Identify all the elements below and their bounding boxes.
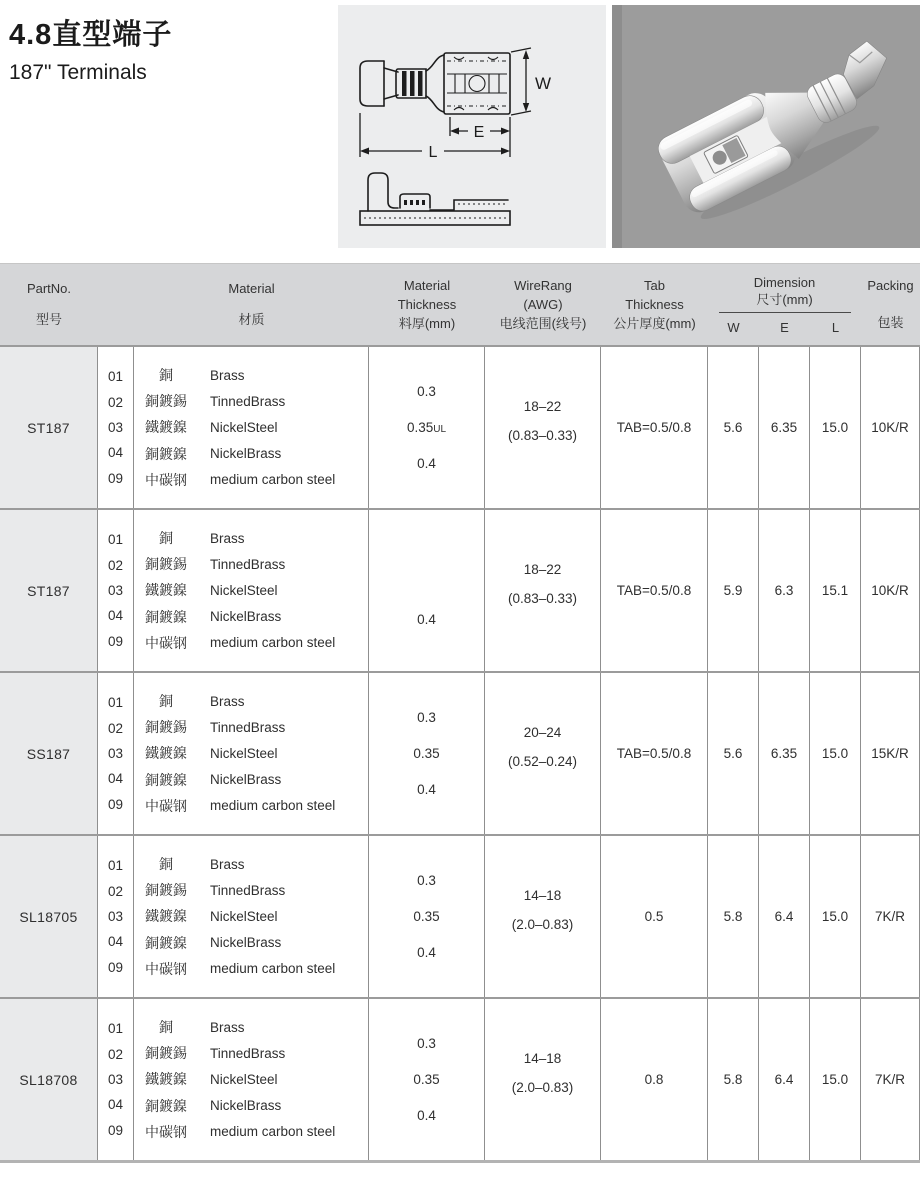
- material-name-en: medium carbon steel: [210, 798, 336, 814]
- title-block: [9, 12, 172, 85]
- material-name-cn: 鐵鍍鎳: [145, 908, 187, 925]
- dim-w-value: 5.8: [708, 999, 759, 1160]
- material-name-en: Brass: [210, 1019, 245, 1035]
- col-header-wire-l2: (AWG): [523, 297, 563, 312]
- thickness-number: 0.35: [413, 746, 440, 761]
- material-name-en: medium carbon steel: [210, 961, 336, 977]
- material-name-cn: 鐵鍍鎳: [145, 419, 187, 436]
- wire-range: [485, 510, 601, 671]
- terminal-photo-image: [612, 5, 920, 248]
- part-number: SL18708: [0, 999, 98, 1160]
- material-thickness: [369, 347, 485, 508]
- material-name-en: Brass: [210, 856, 245, 872]
- thickness-number: 0.3: [417, 384, 436, 399]
- material-line: [134, 880, 368, 900]
- col-header-partno: [0, 264, 98, 345]
- material-name-en: TinnedBrass: [210, 1045, 286, 1061]
- col-header-tab-l1: Tab: [644, 278, 665, 293]
- material-line: [134, 906, 368, 926]
- material-line: [134, 1017, 368, 1037]
- tab-thickness: TAB=0.5/0.8: [601, 347, 708, 508]
- material-name-en: medium carbon steel: [210, 1124, 336, 1140]
- col-header-packing-en: Packing: [867, 278, 914, 293]
- thickness-number: 0.35: [413, 909, 440, 924]
- material-name-cn: 鐵鍍鎳: [145, 1071, 187, 1088]
- material-code: 04: [107, 771, 124, 787]
- material-line: [134, 1096, 368, 1116]
- thickness-value: [417, 456, 436, 471]
- col-header-dim-l: L: [831, 320, 840, 335]
- dim-l-value: 15.0: [810, 673, 861, 834]
- part-number: SS187: [0, 673, 98, 834]
- thickness-number: 0.3: [417, 1036, 436, 1051]
- dim-w-value: 5.8: [708, 836, 759, 997]
- thickness-number: 0.4: [417, 1108, 436, 1123]
- material-name-cn: 銅鍍錫: [145, 556, 187, 573]
- material-line: [134, 1069, 368, 1089]
- packing-value: 7K/R: [861, 836, 920, 997]
- page-header: [0, 0, 920, 250]
- material-thickness: [369, 510, 485, 671]
- material-name-en: NickelBrass: [210, 609, 282, 625]
- col-header-wire-l3: 电线范围(线号): [499, 316, 587, 331]
- material-name-cn: 銅鍍錫: [145, 719, 187, 736]
- material-name-cn: 銅: [159, 693, 173, 710]
- product-photo: [612, 5, 920, 248]
- material-name-en: TinnedBrass: [210, 882, 286, 898]
- material-line: [134, 554, 368, 574]
- table-row: [0, 345, 920, 508]
- thickness-value: [417, 1108, 436, 1123]
- material-name-cn: 銅鍍鎳: [145, 445, 187, 462]
- col-header-dim-l2: 尺寸(mm): [756, 292, 813, 307]
- material-name-en: Brass: [210, 530, 245, 546]
- wire-range-mm: (0.52–0.24): [507, 753, 578, 769]
- material-code: 02: [107, 720, 124, 736]
- material-name-cn: 中碳钢: [145, 1123, 187, 1140]
- col-header-dim-l1: Dimension: [753, 275, 816, 290]
- material-name-en: Brass: [210, 367, 245, 383]
- material-name-en: NickelBrass: [210, 772, 282, 788]
- tab-thickness: 0.5: [601, 836, 708, 997]
- material-name-cn: 銅鍍錫: [145, 393, 187, 410]
- material-name-en: TinnedBrass: [210, 556, 286, 572]
- wire-range-awg: 18–22: [523, 561, 562, 577]
- material-line: [134, 770, 368, 790]
- thickness-number: 0.35: [413, 1072, 440, 1087]
- material-line: [134, 417, 368, 437]
- col-header-partno-en: PartNo.: [26, 281, 72, 296]
- material-code: 02: [107, 557, 124, 573]
- material-name-en: NickelSteel: [210, 582, 278, 598]
- dim-w-value: 5.6: [708, 673, 759, 834]
- material-line: [134, 854, 368, 874]
- dim-w-value: 5.9: [708, 510, 759, 671]
- material-code: 09: [107, 959, 124, 975]
- part-number: ST187: [0, 510, 98, 671]
- table-row: [0, 997, 920, 1160]
- thickness-value: [417, 873, 436, 888]
- material-name-en: TinnedBrass: [210, 393, 286, 409]
- col-header-tab-l3: 公片厚度(mm): [613, 316, 696, 331]
- material-line: [134, 607, 368, 627]
- dim-label-l: L: [428, 144, 438, 161]
- thickness-value: [407, 420, 446, 435]
- wire-range-mm: (2.0–0.83): [511, 1079, 574, 1095]
- material-line: [134, 933, 368, 953]
- material-code: 01: [107, 369, 124, 385]
- material-name-en: medium carbon steel: [210, 472, 336, 488]
- dim-label-e: E: [473, 124, 485, 141]
- material-thickness: [369, 836, 485, 997]
- col-header-wire-l1: WireRang: [514, 278, 572, 293]
- material-name-cn: 銅鍍鎳: [145, 771, 187, 788]
- thickness-value: [417, 384, 436, 399]
- material-name-cn: 銅: [159, 530, 173, 547]
- part-number: ST187: [0, 347, 98, 508]
- wire-range-awg: 14–18: [523, 887, 562, 903]
- dim-l-value: 15.0: [810, 999, 861, 1160]
- packing-value: 10K/R: [861, 347, 920, 508]
- col-header-mthick-l3: 料厚(mm): [398, 316, 456, 331]
- material-name-cn: 鐵鍍鎳: [145, 745, 187, 762]
- material-list: [134, 510, 369, 671]
- material-line: [134, 470, 368, 490]
- material-list: [134, 673, 369, 834]
- dim-e-value: 6.3: [759, 510, 810, 671]
- col-header-dim-e: E: [780, 320, 789, 335]
- material-line: [134, 1043, 368, 1063]
- material-name-cn: 中碳钢: [145, 471, 187, 488]
- wire-range-awg: 18–22: [523, 398, 562, 414]
- material-code: 04: [107, 1097, 124, 1113]
- col-header-mthick-l2: Thickness: [397, 297, 457, 312]
- material-list: [134, 836, 369, 997]
- material-code-list: [98, 510, 134, 671]
- dim-e-value: 6.4: [759, 836, 810, 997]
- material-code: 09: [107, 796, 124, 812]
- material-code: 04: [107, 608, 124, 624]
- material-name-cn: 中碳钢: [145, 634, 187, 651]
- material-name-cn: 銅鍍錫: [145, 882, 187, 899]
- material-code-list: [98, 836, 134, 997]
- thickness-number: 0.35: [406, 420, 434, 435]
- dim-label-w: W: [535, 74, 552, 93]
- thickness-number: 0.4: [417, 782, 436, 797]
- col-header-packing-cn: 包装: [877, 315, 904, 330]
- thickness-suffix: UL: [433, 424, 447, 435]
- thickness-number: 0.3: [417, 873, 436, 888]
- col-header-material-en: Material: [228, 281, 275, 296]
- material-name-en: Brass: [210, 693, 245, 709]
- wire-range-awg: 14–18: [523, 1050, 562, 1066]
- col-header-dimension-sub: [708, 315, 861, 341]
- tab-thickness: TAB=0.5/0.8: [601, 673, 708, 834]
- wire-range-mm: (0.83–0.33): [507, 427, 578, 443]
- thickness-number: 0.4: [417, 611, 436, 627]
- dim-l-value: 15.0: [810, 836, 861, 997]
- thickness-value: [417, 782, 436, 797]
- material-line: [134, 580, 368, 600]
- material-code: 01: [107, 858, 124, 874]
- table-row: [0, 671, 920, 834]
- dim-l-value: 15.0: [810, 347, 861, 508]
- material-name-cn: 銅鍍鎳: [145, 1097, 187, 1114]
- material-code: 03: [107, 745, 124, 761]
- spec-table: [0, 263, 920, 1163]
- material-code: 04: [107, 934, 124, 950]
- material-code: 09: [107, 1122, 124, 1138]
- wire-range-mm: (0.83–0.33): [507, 590, 578, 606]
- material-code: 03: [107, 419, 124, 435]
- material-name-cn: 銅鍍錫: [145, 1045, 187, 1062]
- packing-value: 15K/R: [861, 673, 920, 834]
- col-header-dimension-title: [719, 274, 851, 313]
- material-name-en: NickelBrass: [210, 935, 282, 951]
- thickness-value: [417, 1036, 436, 1051]
- material-code: 02: [107, 1046, 124, 1062]
- material-code-list: [98, 999, 134, 1160]
- col-header-mthick-l1: Material: [403, 278, 451, 293]
- thickness-value: [417, 945, 436, 960]
- tab-thickness: 0.8: [601, 999, 708, 1160]
- col-header-dim-w: W: [727, 320, 740, 335]
- material-name-en: NickelSteel: [210, 1071, 278, 1087]
- material-code: 02: [107, 883, 124, 899]
- col-header-tab-thickness: [601, 264, 708, 345]
- material-code-list: [98, 673, 134, 834]
- col-header-partno-cn: 型号: [35, 312, 62, 327]
- material-name-en: NickelBrass: [210, 1098, 282, 1114]
- thickness-number: 0.4: [417, 945, 436, 960]
- page-title-en: 187" Terminals: [9, 61, 147, 84]
- material-code: 01: [107, 695, 124, 711]
- packing-value: 10K/R: [861, 510, 920, 671]
- material-name-cn: 銅: [159, 1019, 173, 1036]
- material-list: [134, 347, 369, 508]
- wire-range-mm: (2.0–0.83): [511, 916, 574, 932]
- dim-l-value: 15.1: [810, 510, 861, 671]
- col-header-wire-range: [485, 264, 601, 345]
- thickness-number: 0.3: [417, 710, 436, 725]
- wire-range: [485, 836, 601, 997]
- material-line: [134, 365, 368, 385]
- table-row: [0, 834, 920, 997]
- dim-e-value: 6.35: [759, 673, 810, 834]
- col-header-dimension: [708, 264, 861, 345]
- spec-table-header: [0, 263, 920, 345]
- material-line: [134, 691, 368, 711]
- material-code: 01: [107, 532, 124, 548]
- material-name-cn: 銅: [159, 367, 173, 384]
- material-list: [134, 999, 369, 1160]
- tab-thickness: TAB=0.5/0.8: [601, 510, 708, 671]
- col-header-material-thickness: [369, 264, 485, 345]
- material-code: 03: [107, 582, 124, 598]
- material-name-cn: 中碳钢: [145, 797, 187, 814]
- material-code: 09: [107, 470, 124, 486]
- dim-w-value: 5.6: [708, 347, 759, 508]
- material-thickness: [369, 999, 485, 1160]
- material-name-cn: 銅: [159, 856, 173, 873]
- material-name-en: NickelSteel: [210, 908, 278, 924]
- material-code: 09: [107, 633, 124, 649]
- material-code: 01: [107, 1021, 124, 1037]
- material-line: [134, 796, 368, 816]
- col-header-tab-l2: Thickness: [625, 297, 684, 312]
- material-code-list: [98, 347, 134, 508]
- thickness-value: [417, 612, 436, 627]
- thickness-value: [413, 1072, 439, 1087]
- terminal-dimension-diagram: [338, 5, 606, 248]
- material-name-en: NickelSteel: [210, 745, 278, 761]
- thickness-value: [413, 909, 439, 924]
- col-header-code-spacer: [98, 264, 134, 345]
- material-line: [134, 528, 368, 548]
- col-header-material-cn: 材质: [238, 312, 265, 327]
- thickness-number: 0.4: [417, 456, 436, 471]
- thickness-value: [413, 746, 439, 761]
- material-name-cn: 銅鍍鎳: [145, 608, 187, 625]
- material-name-cn: 鐵鍍鎳: [145, 582, 187, 599]
- material-line: [134, 391, 368, 411]
- material-name-cn: 中碳钢: [145, 960, 187, 977]
- material-line: [134, 1122, 368, 1142]
- material-line: [134, 743, 368, 763]
- material-name-en: NickelSteel: [210, 419, 278, 435]
- material-name-en: NickelBrass: [210, 446, 282, 462]
- col-header-material: [134, 264, 369, 345]
- wire-range: [485, 999, 601, 1160]
- material-name-en: TinnedBrass: [210, 719, 286, 735]
- wire-range: [485, 673, 601, 834]
- table-row: [0, 508, 920, 671]
- material-thickness: [369, 673, 485, 834]
- material-code: 03: [107, 908, 124, 924]
- material-line: [134, 444, 368, 464]
- technical-drawing: [338, 5, 606, 248]
- dim-e-value: 6.4: [759, 999, 810, 1160]
- material-name-en: medium carbon steel: [210, 635, 336, 651]
- wire-range: [485, 347, 601, 508]
- material-code: 04: [107, 445, 124, 461]
- material-code: 03: [107, 1071, 124, 1087]
- material-line: [134, 633, 368, 653]
- material-code: 02: [107, 394, 124, 410]
- page-title-cn: 4.8直型端子: [9, 19, 173, 51]
- material-name-cn: 銅鍍鎳: [145, 934, 187, 951]
- packing-value: 7K/R: [861, 999, 920, 1160]
- wire-range-awg: 20–24: [523, 724, 562, 740]
- col-header-packing: [861, 264, 920, 345]
- dim-e-value: 6.35: [759, 347, 810, 508]
- material-line: [134, 717, 368, 737]
- part-number: SL18705: [0, 836, 98, 997]
- material-line: [134, 959, 368, 979]
- thickness-value: [417, 710, 436, 725]
